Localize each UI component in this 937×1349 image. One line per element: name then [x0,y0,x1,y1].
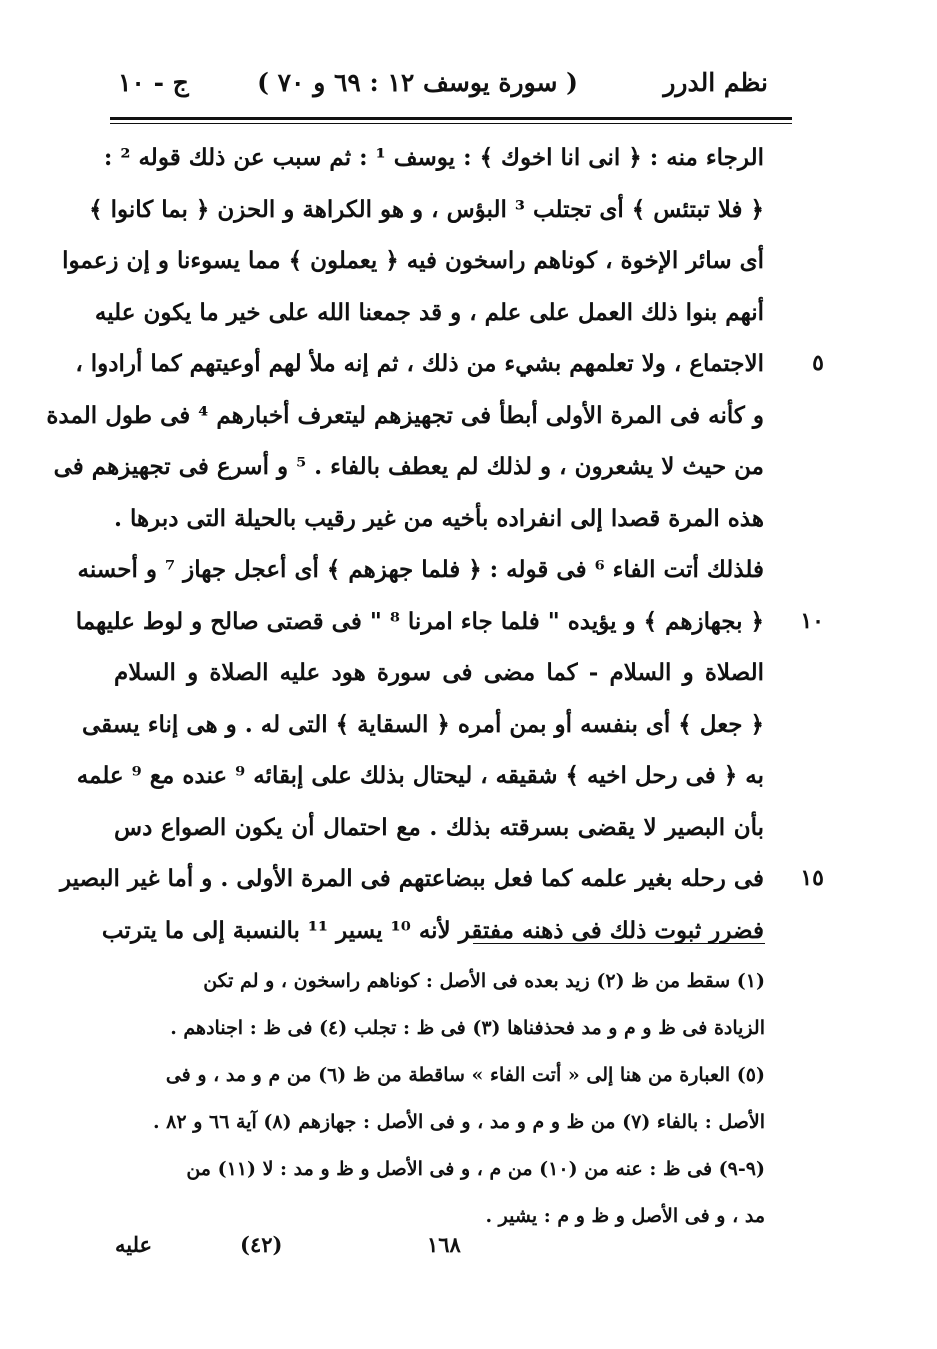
text-line [101,905,792,957]
text-line [59,853,824,905]
catchword: عليه [115,1232,153,1257]
footnote-line: (١) سقط من ظ (٢) زيد بعده فى الأصل : كوناهم راسخون ، و لم تكن [203,970,765,992]
line-text: الصلاة و السلام - كما مضى فى سورة هود عليه الصلاة و السلام [114,659,764,686]
line-text: أى سائر الإخوة ، كوناهم راسخون فيه ﴿ يعملون ﴾ مما يسوءنا و إن زعموا [62,247,764,274]
text-line [46,390,792,442]
line-text: فى رحله بغير علمه كما فعل ببضاعتهم فى المرة الأولى . و أما غير البصير [59,865,764,892]
text-line [77,544,792,596]
text-line [103,132,792,184]
line-text: ﴿ جعل ﴾ أى بنفسه أو بمن أمره ﴿ السقاية ﴾ التى له . و هى إناء يسقى [81,710,764,738]
page-number: ١٦٨ [427,1232,461,1257]
line-text: الاجتماع ، ولا تعلمهم بشيء من ذلك ، ثم إنه ملأ لهم أوعيتهم كما أرادوا ، [75,350,764,377]
text-line [110,493,792,545]
line-text: ﴿ فلا تبتئس ﴾ أى تجتلب ³ البؤس ، و هو الكراهة و الحزن ﴿ بما كانوا ﴾ [89,195,764,223]
line-text: هذه المرة قصدا إلى انفراده بأخيه من غير رقيب بالحيلة التى دبرها . [114,504,764,532]
line-number: ٥ [812,350,824,376]
text-line [110,802,792,854]
line-text: به ﴿ فى رحل اخيه ﴾ شقيقه ، ليحتال بذلك على إبقائه ⁹ عنده مع ⁹ علمه [76,762,764,789]
text-line [94,287,792,339]
footnote-separator [473,943,765,944]
footnote-line: (٥) العبارة من هنا إلى « أتت الفاء » ساقطة من ظ (٦) من م و مد ، و فى [165,1064,765,1086]
running-title: نظم الدرر [663,68,768,97]
part-number: ج - ١٠ [118,68,189,97]
line-text: فلذلك أتت الفاء ⁶ فى قوله : ﴿ فلما جهزهم ﴾ أى أعجل جهاز ⁷ و أحسنه [77,556,764,583]
line-text: ﴿ بجهازهم ﴾ و يؤيده " فلما جاء امرنا ⁸ " فى قصتى صالح و لوط عليهما [75,607,764,635]
text-line [81,699,792,751]
line-text: من حيث لا يشعرون ، و لذلك لم يعطف بالفاء . ⁵ و أسرع فى تجهيزهم فى [53,453,764,480]
line-text: أنهم بنوا ذلك العمل على علم ، و قد جمعنا الله على خير ما يكون عليه [94,298,764,326]
line-text: فضرر ثبوت ذلك فى ذهنه مفتقر لأنه ¹⁰ يسير ¹¹ بالنسبة إلى ما يترتب [101,916,764,944]
page-footer [115,1232,515,1272]
footnote-line: (٩-٩) فى ظ : عنه من (١٠) من م ، و فى الأصل و ظ و مد : لا (١١) من [186,1158,765,1180]
line-text: و كأنه فى المرة الأولى أبطأ فى تجهيزهم ليتعرف أخبارهم ⁴ فى طول المدة [46,401,764,429]
line-number: ١٠ [800,607,824,634]
line-number: ١٥ [800,865,824,891]
text-line [53,441,792,493]
running-header [118,62,768,108]
text-line [75,596,824,648]
sura-reference: ( سورة يوسف ١٢ : ٦٩ و ٧٠ ) [257,68,578,97]
header-rule [110,117,792,124]
text-line [110,647,792,699]
footnote-line: مد ، و فى الأصل و ظ و م : يشير . [485,1205,765,1227]
text-line [76,750,792,802]
footnotes [110,958,765,1240]
text-line [62,235,792,287]
text-line [89,184,792,236]
signature-code: (٤٢) [240,1232,283,1257]
main-text [46,132,824,956]
line-text: بأن البصير لا يقضى بسرقته بذلك . مع احتمال أن يكون الصواع دس [114,813,764,841]
line-text: الرجاء منه : ﴿ انى انا اخوك ﴾ : يوسف ¹ : ثم سبب عن ذلك قوله ² : [103,144,764,171]
text-line [75,338,824,390]
footnote-line: الأصل : بالفاء (٧) من ظ و م و مد ، و فى الأصل : جهازهم (٨) آية ٦٦ و ٨٢ . [152,1111,765,1133]
footnote-line: الزيادة فى ظ و م و مد فحذفناها (٣) فى ظ : تجلب (٤) فى ظ : اجنادهم . [170,1017,765,1039]
